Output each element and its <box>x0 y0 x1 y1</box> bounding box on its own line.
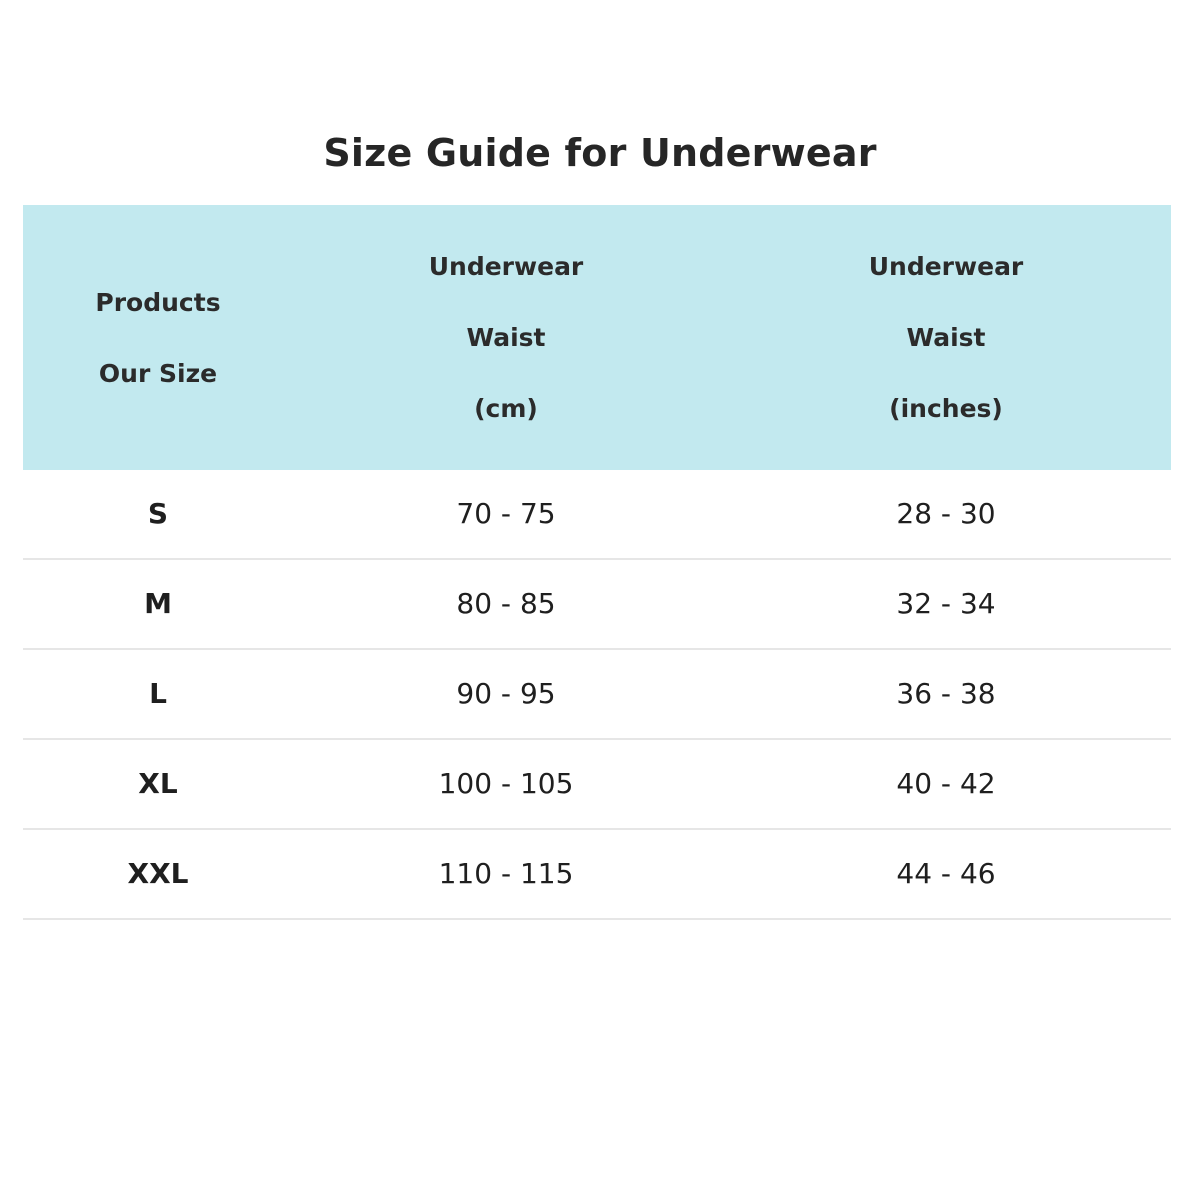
table-row <box>23 830 1171 920</box>
waist-inches-cell: 28 - 30 <box>896 497 996 530</box>
waist-cm-cell: 110 - 115 <box>438 857 574 890</box>
size-cell: L <box>149 677 167 710</box>
table-body <box>23 470 1171 920</box>
waist-cm-cell: 70 - 75 <box>456 497 556 530</box>
waist-inches-cell: 32 - 34 <box>896 587 996 620</box>
waist-inches-cell: 40 - 42 <box>896 767 996 800</box>
size-cell: M <box>144 587 172 620</box>
waist-cm-cell: 80 - 85 <box>456 587 556 620</box>
header-label: Underwear <box>428 252 584 281</box>
header-waist-inches <box>811 205 1081 470</box>
header-label: (inches) <box>889 394 1003 423</box>
header-label: Underwear <box>868 252 1024 281</box>
table-row <box>23 740 1171 830</box>
table-row <box>23 560 1171 650</box>
table-row <box>23 650 1171 740</box>
header-label: (cm) <box>474 394 538 423</box>
waist-cm-cell: 100 - 105 <box>438 767 574 800</box>
table-row <box>23 470 1171 560</box>
page-title: Size Guide for Underwear <box>323 131 877 175</box>
size-cell: S <box>147 497 169 530</box>
size-cell: XXL <box>127 857 189 890</box>
header-label: Our Size <box>98 358 218 388</box>
header-label: Waist <box>466 323 546 352</box>
header-waist-cm <box>371 205 641 470</box>
size-table <box>23 205 1171 920</box>
waist-inches-cell: 44 - 46 <box>896 857 996 890</box>
header-label: Waist <box>906 323 986 352</box>
header-label: Products <box>95 287 221 317</box>
table-header <box>23 205 1171 470</box>
header-products-our-size <box>23 205 293 470</box>
waist-cm-cell: 90 - 95 <box>456 677 556 710</box>
waist-inches-cell: 36 - 38 <box>896 677 996 710</box>
size-cell: XL <box>138 767 178 800</box>
